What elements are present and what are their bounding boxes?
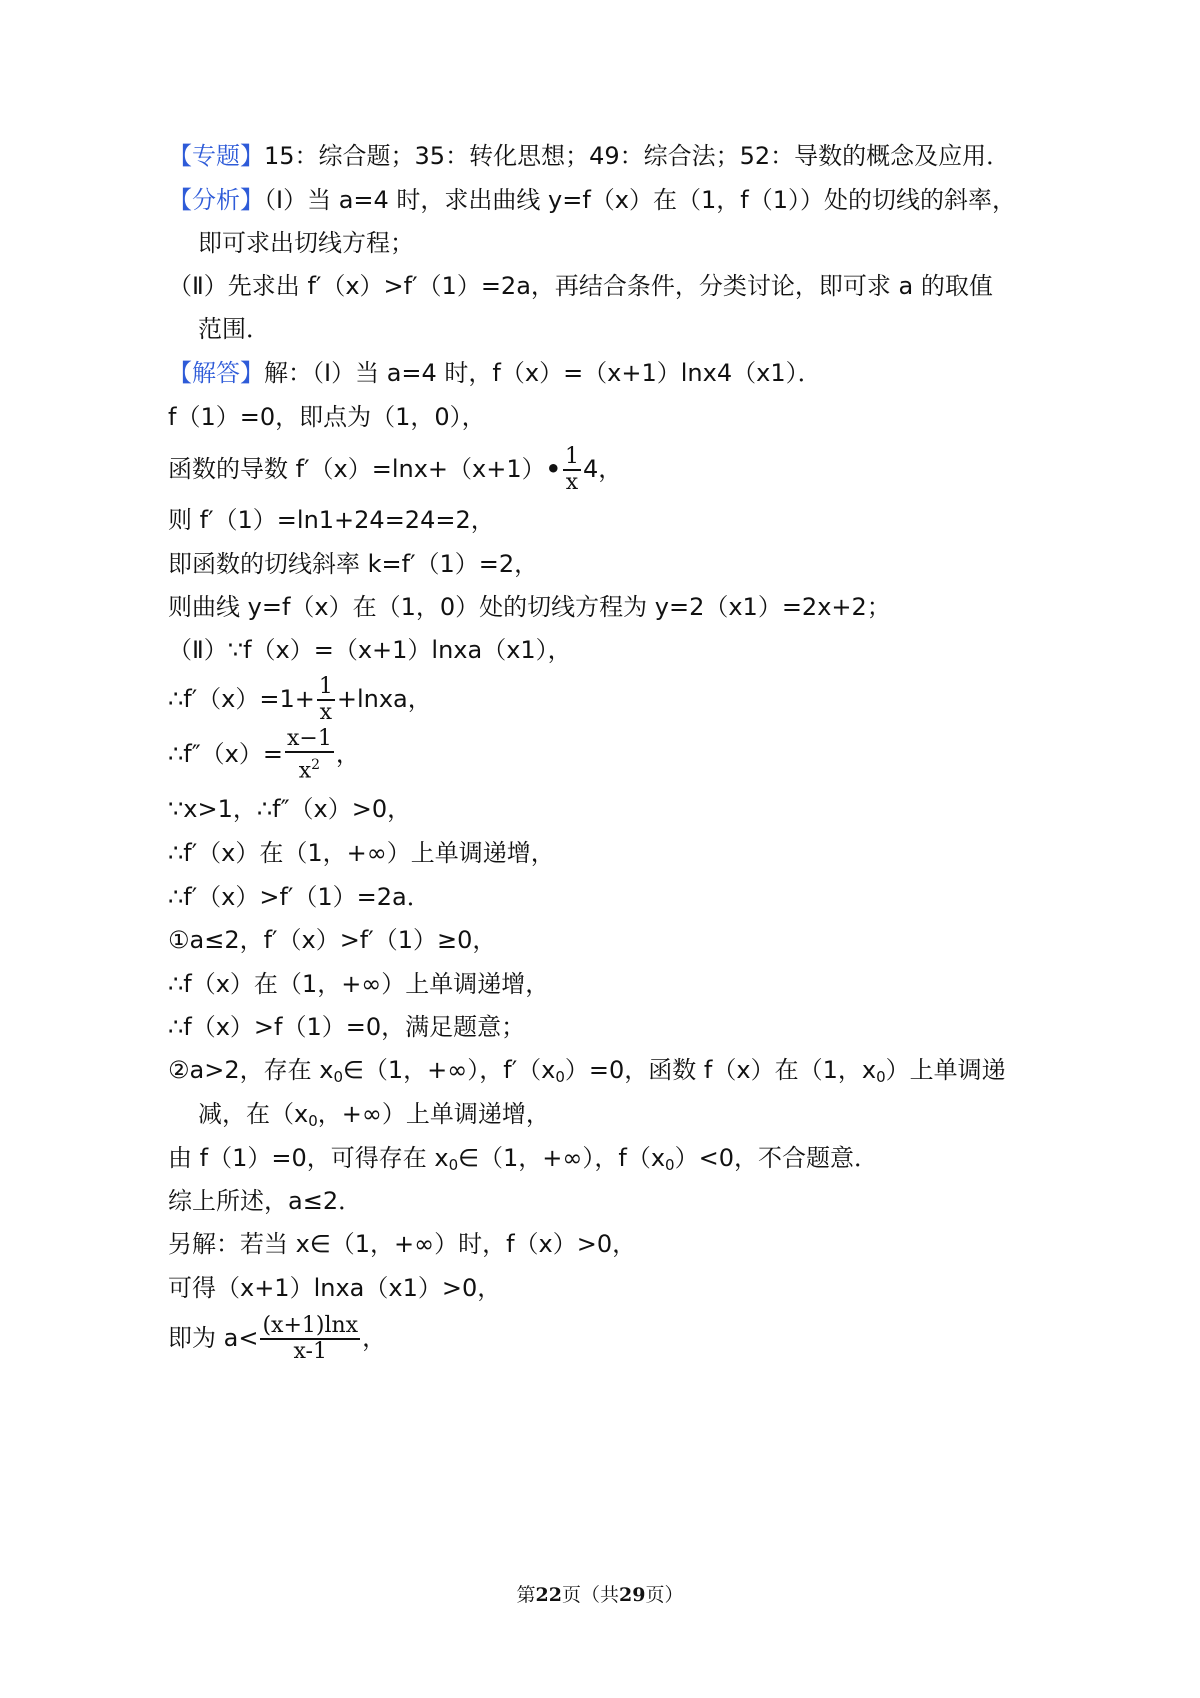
solution-line-8 — [168, 672, 432, 726]
solution-line-22 — [168, 1310, 386, 1366]
solution-line-16: ②a>2，存在 $x_0\in(1$，+∞），$f'(x_0)=0$，函数 f（x）在（1，$x_0$）上单调递 — [168, 1056, 1006, 1086]
subscript-zero: 0 — [555, 1068, 565, 1086]
multiply-dot: • — [545, 455, 561, 483]
solution-line-14: ∴f（x）在（1，+∞）上单调递增， — [168, 970, 550, 998]
solution-line-3 — [168, 442, 622, 496]
solution-line-10: ∵x>1，∴f″（x）>0， — [168, 795, 412, 823]
analysis-text-1: （Ⅰ）当 a=4 时，求出曲线 y=f（x）在（1，f（1））处的切线的斜率， — [264, 186, 1017, 214]
solution-line-19: 综上所述，a≤2． — [168, 1187, 363, 1215]
solution-line-11: ∴f′（x）在（1，+∞）上单调递增， — [168, 839, 555, 867]
fraction-numerator: 1 — [564, 444, 579, 469]
subscript-zero: 0 — [333, 1068, 343, 1086]
topic-text: 15：综合题；35：转化思想；49：综合法；52：导数的概念及应用． — [264, 142, 1011, 170]
solution-line-5: 即函数的切线斜率 k=f′（1）=2， — [168, 550, 539, 578]
fraction-one-over-x — [317, 675, 335, 725]
fraction-denominator: x-1 — [293, 1339, 327, 1364]
fraction-denominator: $x^2$ — [298, 756, 321, 784]
subscript-zero: 0 — [448, 1156, 459, 1174]
fraction-denominator: x — [565, 470, 579, 495]
solution-tag: 【解答】 — [168, 359, 264, 387]
topic-line — [168, 136, 1010, 176]
solution-line-6: 则曲线 y=f（x）在（1，0）处的切线方程为 y=2（x1）=2x+2； — [168, 593, 891, 621]
first-derivative-text: ∴f′（x）=1+ — [168, 685, 315, 713]
analysis-tag: 【分析】 — [168, 186, 264, 214]
solution-line-4: 则 f′（1）=ln1+24=24=2， — [168, 506, 495, 534]
derivative-tail: 4， — [582, 455, 623, 483]
solution-line-15: ∴f（x）>f（1）=0，满足题意； — [168, 1013, 526, 1041]
page-number: 22 — [535, 1584, 562, 1606]
solution-line-13: ①a≤2，f′（x）>f′（1）≥0， — [168, 926, 497, 954]
analysis-line-3: （Ⅱ）先求出 f′（x）>f′（1）=2a，再结合条件，分类讨论，即可求 a 的取值 — [168, 272, 993, 300]
fraction-denominator: x — [319, 700, 333, 725]
subscript-zero: 0 — [665, 1156, 675, 1174]
exponent: 2 — [311, 756, 321, 773]
fraction-one-over-x — [563, 445, 581, 495]
solution-line-7: （Ⅱ）∵f（x）=（x+1）lnxa（x1）， — [168, 636, 572, 664]
second-derivative-tail: ， — [335, 740, 360, 768]
solution-line-17: 减，在（$x_0$，+∞）上单调递增， — [198, 1100, 550, 1130]
inequality-text: 即为 a< — [168, 1324, 259, 1352]
fraction-x-minus-1-over-x-squared — [285, 727, 334, 783]
solution-line-2: f（1）=0，即点为（1，0）， — [168, 403, 486, 431]
solution-text-1: 解：（Ⅰ）当 a=4 时，f（x）=（x+1）lnx4（x1）． — [264, 359, 822, 387]
analysis-line-4: 范围． — [198, 315, 270, 343]
subscript-zero: 0 — [876, 1068, 886, 1086]
analysis-line-2: 即可求出切线方程； — [198, 229, 414, 257]
fraction-ratio — [260, 1314, 360, 1364]
derivative-text: 函数的导数 f′（x）=lnx+（x+1） — [168, 455, 546, 483]
total-pages: 29 — [619, 1584, 646, 1606]
solution-line-20: 另解：若当 x∈（1，+∞）时，f（x）>0， — [168, 1230, 637, 1258]
page-footer: 第22页（共29页） — [516, 1584, 684, 1606]
inequality-tail: ， — [362, 1324, 387, 1352]
solution-line-1 — [168, 353, 822, 393]
fraction-numerator: x−1 — [287, 725, 332, 751]
solution-line-21: 可得（x+1）lnxa（x1）>0， — [168, 1274, 502, 1302]
first-derivative-tail: +lnxa， — [336, 685, 432, 713]
subscript-zero: 0 — [308, 1112, 318, 1130]
solution-line-12: ∴f′（x）>f′（1）=2a． — [168, 883, 431, 911]
analysis-line-1 — [168, 180, 1016, 220]
solution-line-18: 由 f（1）=0，可得存在 $x_0\in(1$，+∞），$f(x_0)<0$，不合题意． — [168, 1144, 878, 1174]
fraction-numerator: 1 — [318, 674, 333, 699]
solution-line-9 — [168, 726, 360, 782]
fraction-numerator: (x+1)lnx — [262, 1313, 359, 1338]
topic-tag: 【专题】 — [168, 142, 264, 170]
second-derivative-text: ∴f″（x）= — [168, 740, 283, 768]
